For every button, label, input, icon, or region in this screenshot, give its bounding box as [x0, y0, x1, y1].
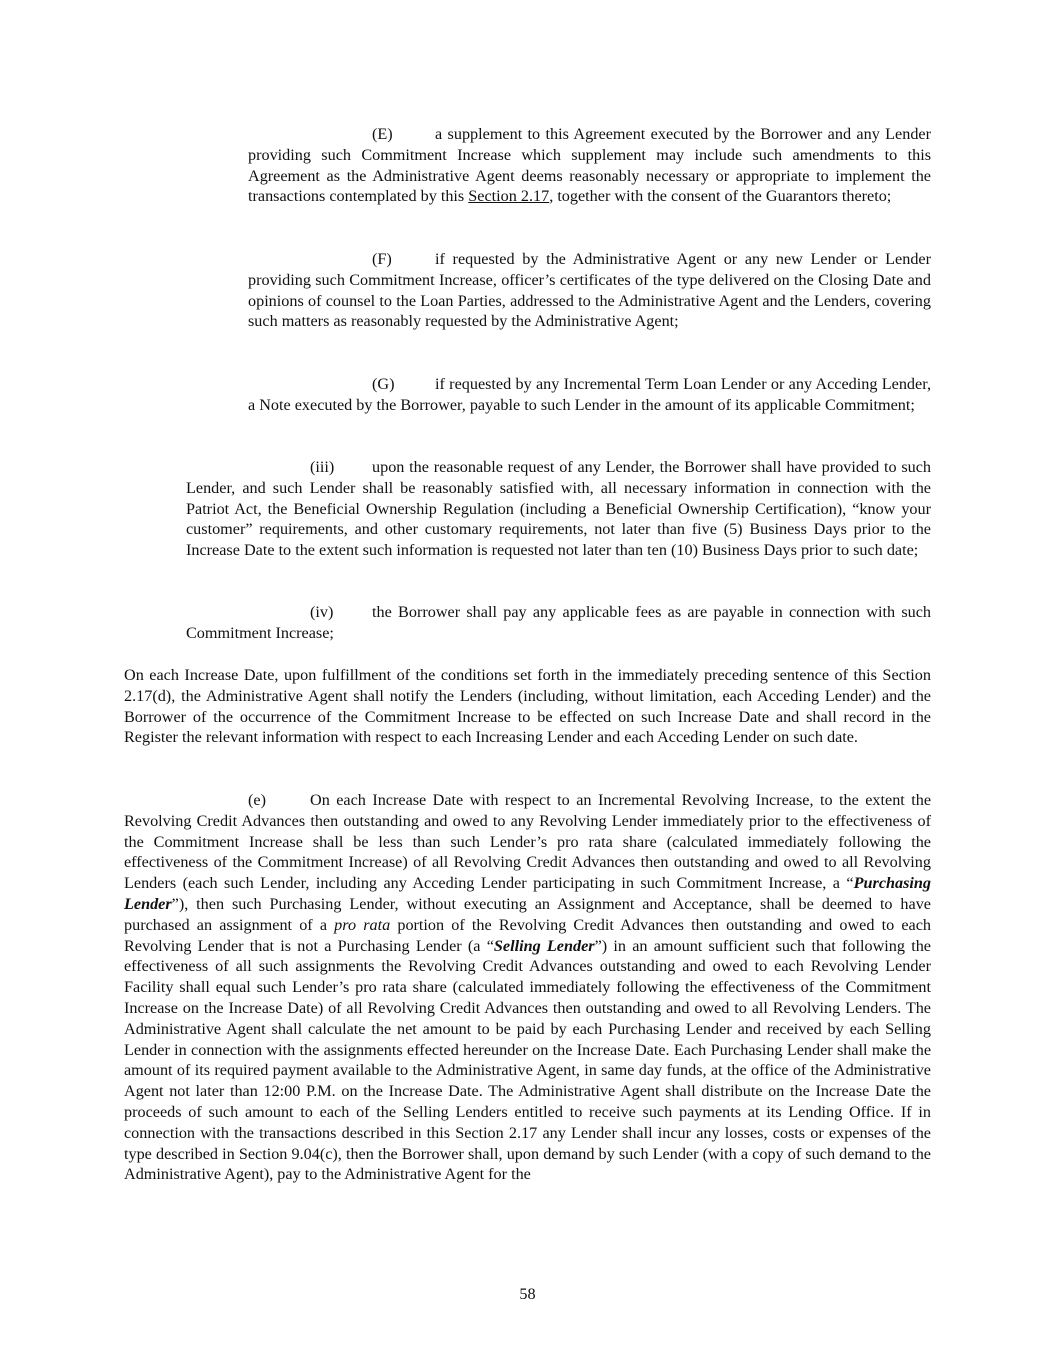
clause-E-text: a supplement to this Agreement executed by the Borrower and any Lender providing such Commitment Increase which supplement may include such amendments to this Agreement as the Administrative Agent deems reasonably necessary or appropriate to implement the transactions contemplated by this: [248, 125, 931, 206]
clause-iv-text: the Borrower shall pay any applicable fees as are payable in connection with such Commitment Increase;: [186, 603, 931, 642]
clause-E: [248, 124, 931, 207]
clause-G-label: (G): [372, 375, 395, 393]
clause-F-label: (F): [372, 250, 392, 268]
page-number: 58: [519, 1285, 536, 1303]
purchasing-lender-term: Purchasing Lender: [124, 874, 931, 913]
clause-E-text-end: , together with the consent of the Guarantors thereto;: [549, 187, 892, 206]
increase-date-text: On each Increase Date, upon fulfillment of the conditions set forth in the immediately preceding sentence of this Section 2.17(d), the Administrative Agent shall notify the Lenders (including, without limitation, each Acceding Lender) and the Borrower of the occurrence of the Commitment Increase to be effected on such Increase Date and shall record in the Register the relevant information with respect to each Increasing Lender and each Acceding Lender on such date.: [124, 666, 931, 747]
selling-lender-term: Selling Lender: [493, 936, 595, 955]
increase-date-paragraph: [124, 665, 931, 748]
clause-e-text-3: portion of the Revolving Credit Advances then outstanding and owed to each Revolving Lender that is not a Purchasing Lender (a “: [124, 915, 931, 955]
pro-rata-term: pro rata: [334, 915, 391, 934]
clause-E-label: (E): [372, 125, 393, 143]
clause-e-label: (e): [248, 791, 266, 809]
clause-iv: [186, 602, 931, 644]
clause-e: [124, 790, 931, 1185]
clause-iii: [186, 457, 931, 561]
clause-e-text-1: On each Increase Date with respect to an Incremental Revolving Increase, to the extent the Revolving Credit Advances then outstanding and owed to any Revolving Lender immediately prior to the effectiveness of the Commitment Increase shall be less than such Lender’s pro rata share (calculated immediately following the effectiveness of the Commitment Increase) of all Revolving Credit Advances then outstanding and owed to all Revolving Lenders (each such Lender, including any Acceding Lender participating in such Commitment Increase, a “: [124, 791, 931, 893]
clause-F-text: if requested by the Administrative Agent or any new Lender or Lender providing such Commitment Increase, officer’s certificates of the type delivered on the Closing Date and opinions of counsel to the Loan Parties, addressed to the Administrative Agent and the Lenders, covering such matters as reasonably requested by the Administrative Agent;: [248, 250, 931, 331]
clause-F: [248, 249, 931, 332]
clause-iv-label: (iv): [310, 603, 334, 621]
clause-e-text-4: ”) in an amount sufficient such that following the effectiveness of all such assignments the Revolving Credit Advances outstanding and owed to each Revolving Lender Facility shall equal such Lender’s pro rata share (calculated immediately following the effectiveness of the Commitment Increase on the Increase Date) of all Revolving Credit Advances then outstanding and owed to all Revolving Lenders. The Administrative Agent shall calculate the net amount to be paid by each Purchasing Lender and received by each Selling Lender in connection with the assignments effected hereunder on the Increase Date. Each Purchasing Lender shall make the amount of its required payment available to the Administrative Agent, in same day funds, at the office of the Administrative Agent not later than 12:00 P.M. on the Increase Date. The Administrative Agent shall distribute on the Increase Date the proceeds of such amount to each of the Selling Lenders entitled to receive such payments at its Lending Office. If in connection with the transactions described in this Section 2.17 any Lender shall incur any losses, costs or expenses of the type described in Section 9.04(c), then the Borrower shall, upon demand by such Lender (with a copy of such demand to the Administrative Agent), pay to the Administrative Agent for the: [124, 936, 931, 1184]
clause-G: [248, 374, 931, 416]
clause-G-text: if requested by any Incremental Term Loan Lender or any Acceding Lender, a Note executed by the Borrower, payable to such Lender in the amount of its applicable Commitment;: [248, 375, 931, 414]
clause-iii-label: (iii): [310, 458, 335, 476]
section-2-17-link[interactable]: Section 2.17: [468, 187, 550, 206]
clause-e-text-2: ”), then such Purchasing Lender, without executing an Assignment and Acceptance, shall be deemed to have purchased an assignment of a: [124, 894, 931, 934]
clause-iii-text: upon the reasonable request of any Lender, the Borrower shall have provided to such Lender, and such Lender shall be reasonably satisfied with, all necessary information in connection with the Patriot Act, the Beneficial Ownership Regulation (including a Beneficial Ownership Certification), “know your customer” requirements, and other customary requirements, not later than five (5) Business Days prior to the Increase Date to the extent such information is requested not later than ten (10) Business Days prior to such date;: [186, 458, 931, 560]
